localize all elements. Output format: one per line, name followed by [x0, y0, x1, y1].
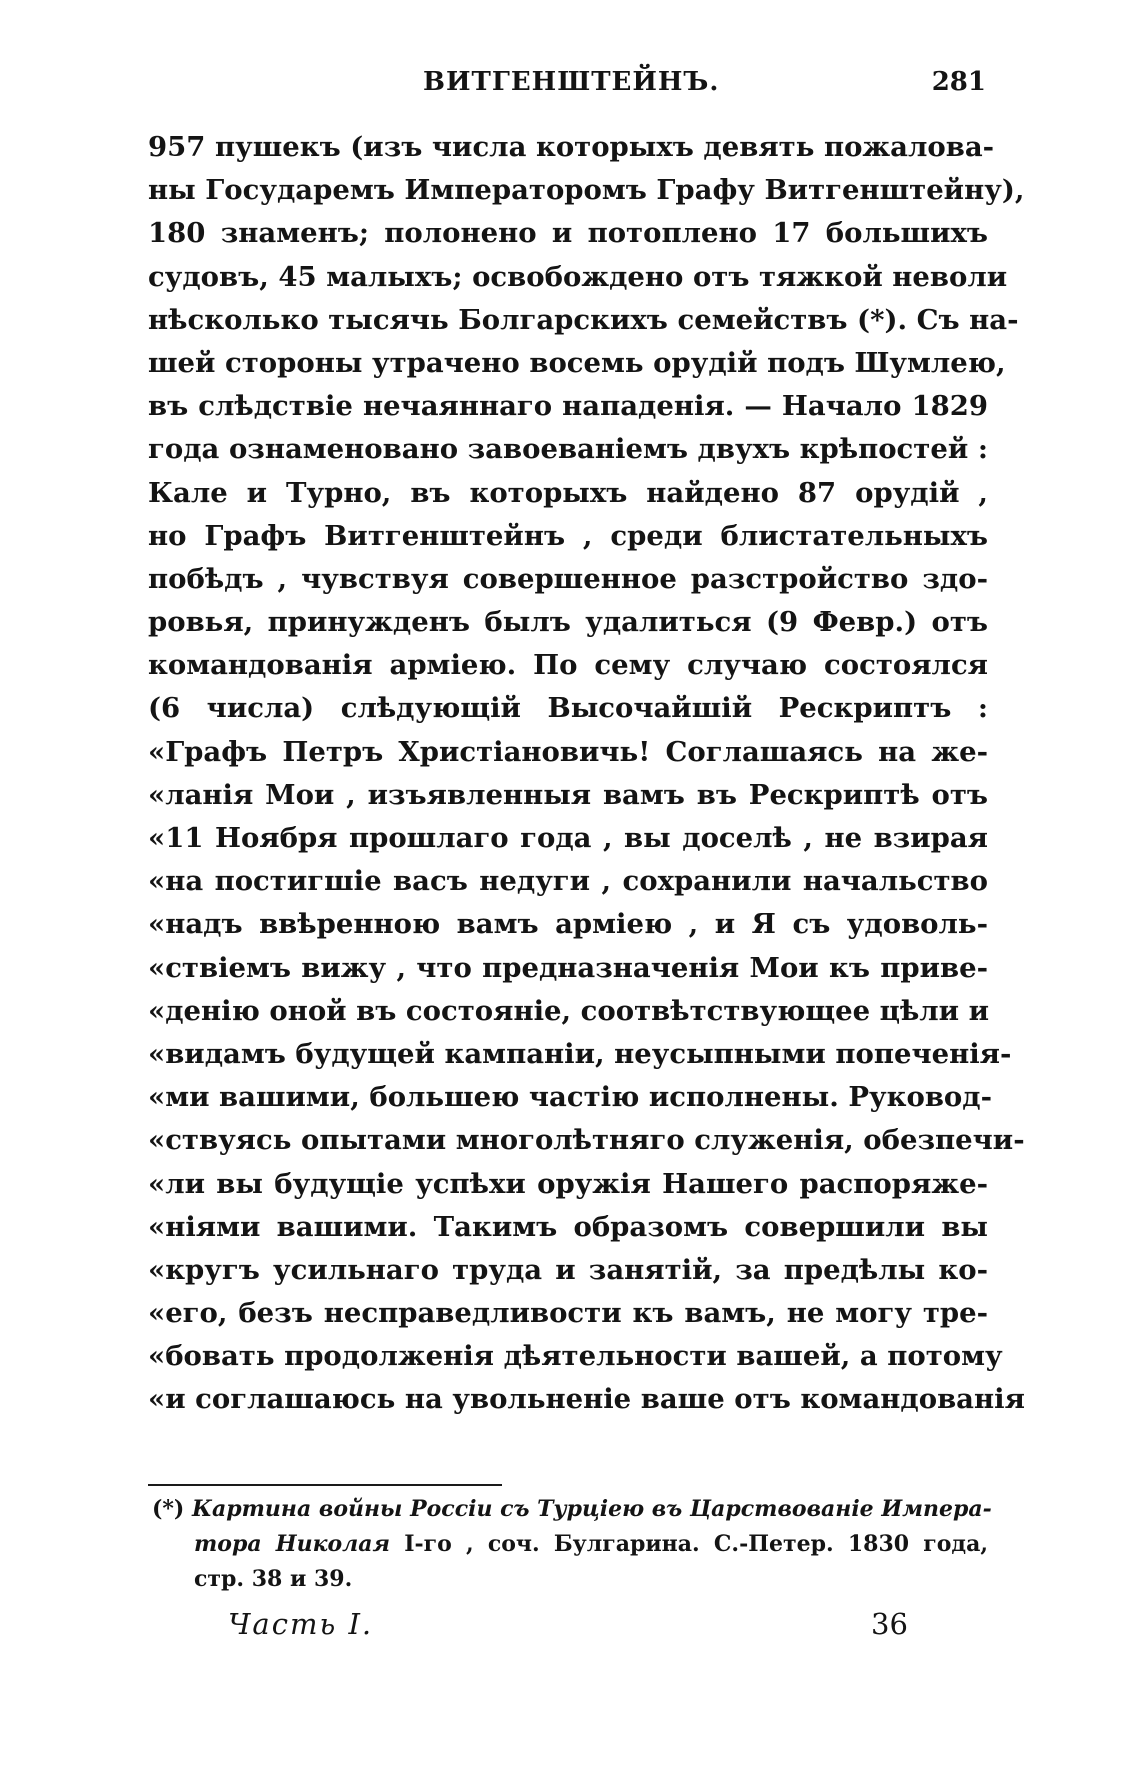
text-line: «ствіемъ вижу , что предназначенія Мои къ приве- [148, 951, 988, 984]
footnote-citation-details: I-го , соч. Булгарина. С.-Петер. 1830 года, [404, 1531, 988, 1557]
volume-signature: Часть I. [228, 1607, 374, 1641]
text-line: «ствуясь опытами многолѣтняго служенія, обезпечи- [148, 1124, 1025, 1157]
text-line: «денію оной въ состояніе, соотвѣтствующее цѣли и [148, 994, 990, 1027]
sheet-number: 36 [871, 1607, 908, 1641]
footnote-citation-title-end: тора Николая [194, 1531, 390, 1557]
page-number: 281 [931, 67, 986, 97]
text-line: «видамъ будущей кампаніи, неусыпными попеченія- [148, 1037, 1012, 1070]
footnote-line: стр. 38 и 39. [194, 1566, 353, 1592]
footnote [152, 1492, 992, 1597]
text-line: 957 пушекъ (изъ числа которыхъ девять пожалова- [148, 131, 995, 163]
text-line: «его, безъ несправедливости къ вамъ, не могу тре- [148, 1297, 988, 1330]
text-line: «ланія Мои , изъявленныя вамъ въ Рескриптѣ отъ [148, 778, 988, 811]
footnote-divider [148, 1484, 502, 1486]
text-line: «ми вашими, большею частію исполнены. Руковод- [148, 1081, 993, 1114]
text-line: нѣсколько тысячь Болгарскихъ семействъ (*). Съ на- [148, 303, 1019, 336]
text-line: «ли вы будущіе успѣхи оружія Нашего распоряже- [148, 1167, 988, 1200]
text-line: въ слѣдствіе нечаяннаго нападенія. — Начало 1829 [148, 390, 988, 423]
text-line: «на постигшіе васъ недуги , сохранили начальство [148, 865, 988, 898]
footnote-marker: (*) [152, 1496, 185, 1522]
footnote-line [152, 1527, 988, 1562]
text-line: «бовать продолженія дѣятельности вашей, а потому [148, 1340, 1003, 1373]
page-header [148, 62, 986, 102]
text-line: побѣдъ , чувствуя совершенное разстройство здо- [148, 562, 988, 595]
text-line: ны Государемъ Императоромъ Графу Витгенштейну), [148, 174, 1025, 207]
text-line: (6 числа) слѣдующій Высочайшій Рескриптъ : [148, 692, 988, 725]
text-line: судовъ, 45 малыхъ; освобождено отъ тяжкой неволи [148, 260, 1008, 293]
footnote-citation-title: Картина войны Россіи съ Турціею въ Царствованіе Импера- [192, 1496, 992, 1522]
text-line: командованія арміею. По сему случаю состоялся [148, 649, 988, 682]
text-line: «ніями вашими. Такимъ образомъ совершили вы [148, 1210, 988, 1243]
text-line: «кругъ усильнаго труда и занятій, за предѣлы ко- [148, 1253, 988, 1286]
footnote-line [152, 1492, 992, 1527]
text-line: «11 Ноября прошлаго года , вы доселѣ , не взирая [148, 822, 988, 854]
text-line: но Графъ Витгенштейнъ , среди блистательныхъ [148, 519, 988, 552]
text-line: года ознаменовано завоеваніемъ двухъ крѣпостей : [148, 433, 988, 466]
text-line: шей стороны утрачено восемь орудій подъ Шумлею, [148, 346, 1006, 379]
text-line: «надъ ввѣренною вамъ арміею , и Я съ удоволь- [148, 908, 988, 941]
text-line: ровья, принужденъ былъ удалиться (9 Февр.) отъ [148, 606, 988, 639]
text-line: Кале и Турно, въ которыхъ найдено 87 орудій , [148, 476, 988, 509]
text-line: «и соглашаюсь на увольненіе ваше отъ командованія [148, 1383, 1025, 1416]
text-line: 180 знаменъ; полонено и потоплено 17 большихъ [148, 217, 988, 250]
body-text [148, 126, 1025, 1422]
sheet-signature-row [228, 1604, 928, 1644]
running-title: ВИТГЕНШТЕЙНЪ. [423, 67, 720, 97]
text-line: «Графъ Петръ Христіановичь! Соглашаясь на же- [148, 735, 988, 768]
